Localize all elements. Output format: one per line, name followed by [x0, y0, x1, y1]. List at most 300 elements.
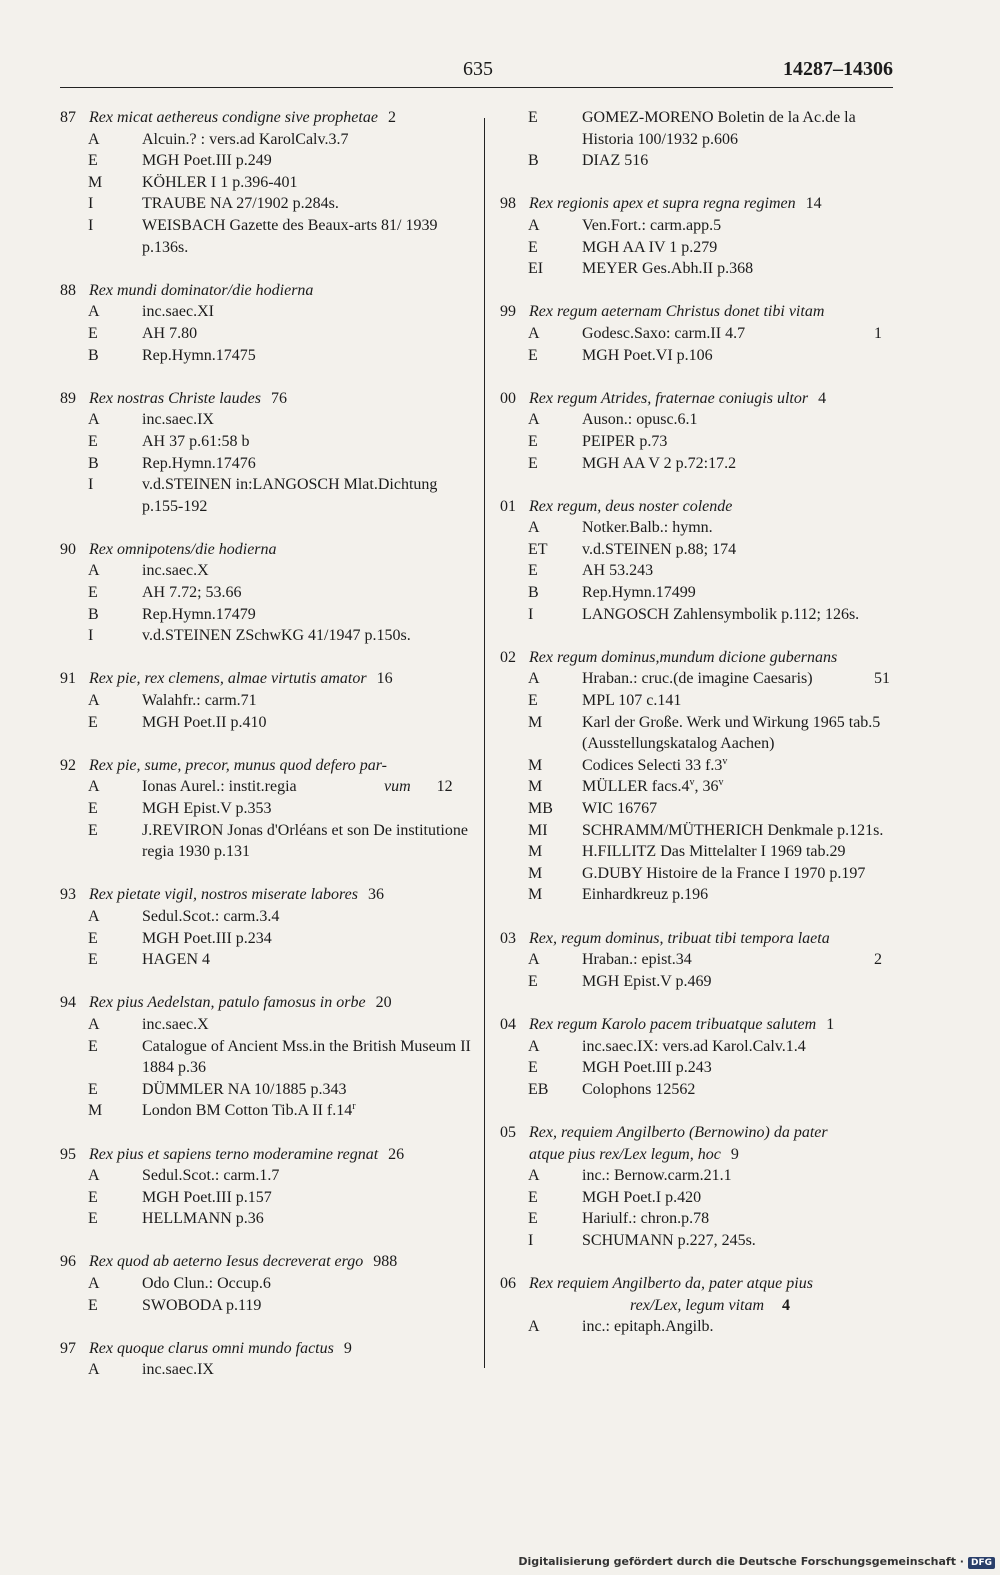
reference-row: [60, 1036, 480, 1079]
entry-verse-count: 76: [271, 389, 287, 407]
reference-text-main: Rep.Hymn.17475: [142, 346, 256, 364]
reference-row: [500, 345, 910, 367]
reference-text-main: J.REVIRON Jonas d'Orléans et son De institutione regia 1930 p.131: [142, 821, 468, 861]
reference-text-main: DIAZ 516: [582, 152, 649, 170]
reference-text-main: v.d.STEINEN in:LANGOSCH Mlat.Dichtung p.155-192: [142, 476, 438, 515]
reference-code: B: [528, 152, 539, 170]
reference-text: [142, 1014, 480, 1036]
reference-text: [142, 301, 480, 323]
reference-row: [60, 193, 480, 215]
entry-incipit: Rex regum Karolo pacem tribuatque salutem: [529, 1015, 817, 1033]
reference-text-main: WEISBACH Gazette des Beaux-arts 81/ 1939 p.136s.: [142, 216, 438, 256]
reference-text: [582, 884, 910, 906]
reference-row: [60, 453, 480, 475]
reference-code: E: [528, 1059, 538, 1077]
entry-number: 03: [500, 929, 516, 947]
reference-row: [500, 517, 910, 539]
catalog-entry: [60, 755, 480, 863]
reference-row: [60, 582, 480, 604]
reference-code: M: [528, 778, 543, 796]
reference-text: [582, 323, 910, 345]
reference-text-main: Odo Clun.: Occup.6: [142, 1275, 271, 1293]
reference-row: [60, 1100, 480, 1122]
reference-text: [142, 1187, 480, 1209]
reference-text-main: AH 7.72; 53.66: [142, 584, 242, 602]
entry-incipit: Rex quod ab aeterno Iesus decreverat ergo: [89, 1253, 364, 1271]
reference-code: B: [88, 346, 99, 364]
dfg-logo: DFG: [968, 1557, 995, 1569]
reference-row: [500, 863, 910, 885]
reference-row: [500, 409, 910, 431]
reference-text-main: inc.saec.X: [142, 1015, 209, 1033]
reference-row: [500, 1187, 910, 1209]
reference-text-main: AH 37 p.61:58 b: [142, 432, 250, 450]
entry-number: 04: [500, 1015, 516, 1033]
catalog-entry: [60, 388, 480, 518]
reference-code: A: [88, 1275, 100, 1293]
entry-heading-continued: [500, 1295, 910, 1317]
reference-code: E: [88, 1296, 98, 1314]
entry-heading: [60, 668, 480, 690]
reference-text: [142, 712, 480, 734]
reference-text-main: Sedul.Scot.: carm.3.4: [142, 907, 280, 925]
reference-code: A: [88, 303, 100, 321]
reference-text: [142, 323, 480, 345]
entry-verse-count: 1: [826, 1015, 835, 1033]
entry-heading: [60, 539, 480, 561]
reference-text-main: MGH Poet.I p.420: [582, 1188, 702, 1206]
entry-number: 88: [60, 281, 76, 299]
reference-code: ET: [528, 540, 548, 558]
reference-code: A: [88, 411, 100, 429]
entry-heading: [500, 388, 910, 410]
reference-text-main: HAGEN 4: [142, 951, 210, 969]
reference-code: M: [528, 756, 543, 774]
heading-continuation: [874, 668, 890, 690]
reference-text: [582, 150, 910, 172]
reference-text: [142, 431, 480, 453]
reference-row: [500, 668, 910, 690]
reference-code: E: [88, 1080, 98, 1098]
entry-number: 02: [500, 648, 516, 666]
reference-row: [60, 560, 480, 582]
reference-text-main: Colophons 12562: [582, 1080, 696, 1098]
entry-incipit: Rex regum, deus noster colende: [529, 497, 733, 515]
reference-code: A: [528, 411, 540, 429]
reference-text: [142, 906, 480, 928]
reference-text: [582, 1230, 910, 1252]
entry-number: 93: [60, 886, 76, 904]
entry-heading: [500, 647, 910, 669]
reference-code: E: [88, 951, 98, 969]
reference-code: E: [528, 1188, 538, 1206]
entry-heading: [60, 280, 480, 302]
entry-number: 97: [60, 1339, 76, 1357]
reference-text: [582, 1316, 910, 1338]
reference-code: E: [528, 346, 538, 364]
reference-row: [60, 776, 480, 798]
reference-code: EI: [528, 260, 544, 278]
reference-row: [500, 1057, 910, 1079]
reference-text: [142, 193, 480, 215]
reference-text: [582, 215, 910, 237]
folio-superscript: r: [352, 1101, 356, 1113]
reference-text-main: WIC 16767: [582, 800, 658, 817]
catalog-entry: [500, 1014, 910, 1100]
reference-row: [500, 949, 910, 971]
reference-text-main: Rep.Hymn.17499: [582, 584, 696, 602]
entry-heading: [60, 992, 480, 1014]
entry-number: 99: [500, 303, 516, 321]
entry-number: 90: [60, 540, 76, 558]
entry-verse-count: 26: [388, 1145, 405, 1163]
reference-row: [60, 820, 480, 863]
entry-incipit: Rex, requiem Angilberto (Bernowino) da pater: [529, 1123, 828, 1141]
reference-row: [60, 172, 480, 194]
reference-text: [582, 431, 910, 453]
reference-code: MB: [528, 800, 553, 817]
reference-text: [582, 345, 910, 367]
reference-code: A: [88, 1167, 100, 1185]
entry-heading: [60, 1251, 480, 1273]
reference-text: [142, 1100, 480, 1122]
heading-continuation: [874, 323, 882, 345]
reference-row: [60, 215, 480, 258]
reference-code: A: [528, 1037, 540, 1055]
reference-row: [60, 625, 480, 647]
reference-text-main: MGH AA IV 1 p.279: [582, 238, 718, 256]
reference-text: [142, 345, 480, 367]
reference-text-extra: , 36: [694, 778, 719, 796]
reference-text: [142, 1165, 480, 1187]
reference-code: M: [528, 713, 543, 731]
reference-code: E: [528, 109, 538, 126]
reference-text-main: v.d.STEINEN p.88; 174: [582, 540, 737, 558]
reference-text: [582, 820, 910, 842]
reference-text-main: Hraban.: epist.34: [582, 951, 692, 969]
reference-row: [60, 345, 480, 367]
entry-heading: [500, 193, 910, 215]
reference-code: E: [88, 1037, 98, 1055]
reference-row: [60, 798, 480, 820]
entry-heading: [500, 496, 910, 518]
entry-incipit: Rex regum dominus,mundum dicione gubernans: [529, 648, 838, 666]
reference-text-main: AH 53.243: [582, 562, 654, 580]
reference-row: [500, 1208, 910, 1230]
reference-code: A: [88, 778, 100, 796]
reference-text: [142, 928, 480, 950]
entry-number: 89: [60, 389, 76, 407]
reference-row: [500, 237, 910, 259]
entry-incipit: Rex regum Atrides, fraternae coniugis ultor: [529, 389, 809, 407]
reference-code: E: [88, 1188, 98, 1206]
reference-text: [142, 129, 480, 151]
reference-text-main: London BM Cotton Tib.A II f.14: [142, 1102, 353, 1120]
catalog-entry: [60, 280, 480, 366]
entry-number: 98: [500, 195, 516, 213]
reference-text-main: SCHRAMM/MÜTHERICH Denkmale p.121s.: [582, 821, 884, 839]
entry-range: 14287–14306: [783, 58, 893, 80]
reference-code: E: [88, 713, 98, 731]
reference-text: [142, 1079, 480, 1101]
entry-incipit-continued: vum: [384, 778, 411, 796]
reference-text-main: Codices Selecti 33 f.3: [582, 756, 723, 774]
entry-incipit-continued: rex/Lex, legum vitam: [630, 1296, 765, 1314]
catalog-entry: [60, 1338, 480, 1381]
reference-text-main: MGH Poet.III p.249: [142, 152, 272, 170]
reference-code: E: [88, 929, 98, 947]
entry-incipit: Rex quoque clarus omni mundo factus: [89, 1339, 334, 1357]
reference-code: E: [88, 584, 98, 602]
reference-code: E: [528, 692, 538, 710]
reference-code: A: [88, 1361, 100, 1379]
entry-heading: [60, 388, 480, 410]
reference-row: [500, 582, 910, 604]
catalog-entry: [500, 301, 910, 366]
reference-row: [60, 323, 480, 345]
reference-code: M: [88, 1102, 103, 1120]
reference-text-main: Einhardkreuz p.196: [582, 886, 709, 904]
reference-code: M: [528, 843, 543, 861]
reference-row: [500, 1079, 910, 1101]
reference-row: [60, 949, 480, 971]
reference-text: [582, 1036, 910, 1058]
entry-heading: [500, 1273, 910, 1295]
reference-text-main: Ionas Aurel.: instit.regia: [142, 778, 297, 796]
entry-incipit: Rex regum aeternam Christus donet tibi vitam: [529, 303, 825, 321]
reference-text: [582, 668, 910, 690]
reference-text: [142, 604, 480, 626]
entry-number: 87: [60, 109, 76, 126]
reference-text: [142, 453, 480, 475]
entry-verse-count: 14: [805, 195, 822, 213]
reference-text-main: MGH Poet.III p.157: [142, 1188, 272, 1206]
folio-superscript: v: [718, 777, 724, 789]
reference-text-main: MGH Poet.III p.243: [582, 1059, 712, 1077]
entry-verse-count: 12: [436, 778, 453, 796]
reference-text-main: DÜMMLER NA 10/1885 p.343: [142, 1080, 347, 1098]
entry-incipit: Rex omnipotens/die hodierna: [89, 540, 277, 558]
entry-verse-count: 4: [782, 1296, 791, 1314]
reference-code: E: [88, 1210, 98, 1228]
reference-code: I: [88, 627, 94, 645]
catalog-entry: [500, 193, 910, 279]
catalog-entry: [500, 496, 910, 626]
entry-verse-count: 9: [343, 1339, 352, 1357]
reference-code: E: [528, 238, 538, 256]
entry-incipit: Rex requiem Angilberto da, pater atque pius: [529, 1275, 813, 1293]
reference-text: [142, 172, 480, 194]
reference-code: A: [528, 1318, 540, 1336]
catalog-entry: [500, 388, 910, 474]
reference-text-main: Auson.: opusc.6.1: [582, 411, 698, 429]
reference-code: I: [528, 1231, 534, 1249]
footer-credit: [518, 1555, 995, 1569]
reference-text-main: Godesc.Saxo: carm.II 4.7: [582, 324, 746, 342]
reference-text-main: MEYER Ges.Abh.II p.368: [582, 260, 754, 278]
entry-verse-count: 4: [818, 389, 827, 407]
reference-row: [60, 409, 480, 431]
reference-code: E: [528, 972, 538, 990]
reference-row: [500, 215, 910, 237]
catalog-entry: [500, 647, 910, 906]
reference-text-main: inc.saec.IX: [142, 411, 214, 429]
entry-number: 96: [60, 1253, 76, 1271]
reference-text: [142, 820, 480, 863]
entry-incipit: Rex, regum dominus, tribuat tibi tempora laeta: [529, 929, 830, 947]
entry-number: 01: [500, 497, 516, 515]
reference-text: [582, 776, 910, 798]
reference-text: [582, 841, 910, 863]
entry-incipit: Rex pius Aedelstan, patulo famosus in orbe: [89, 994, 366, 1012]
reference-text-main: Ven.Fort.: carm.app.5: [582, 216, 722, 234]
reference-code: M: [528, 886, 543, 904]
reference-text: [142, 1273, 480, 1295]
reference-code: A: [528, 951, 540, 969]
catalog-entry: [60, 992, 480, 1122]
entry-verse-count: 1: [874, 324, 882, 342]
reference-text: [582, 755, 910, 777]
reference-row: [60, 1014, 480, 1036]
column-divider: [484, 118, 485, 1368]
entry-incipit: Rex pie, sume, precor, munus quod defero par-: [89, 756, 387, 774]
reference-text: [142, 1208, 480, 1230]
folio-superscript: v: [689, 777, 695, 789]
reference-text: [582, 604, 910, 626]
reference-code: I: [528, 605, 534, 623]
reference-row: [500, 820, 910, 842]
reference-text: [582, 690, 910, 712]
reference-code: E: [88, 432, 98, 450]
heading-continuation: [874, 949, 882, 971]
entry-verse-count: 20: [375, 994, 392, 1012]
reference-code: M: [528, 864, 543, 882]
reference-code: A: [528, 1167, 540, 1185]
reference-text-main: LANGOSCH Zahlensymbolik p.112; 126s.: [582, 605, 860, 623]
entry-number: 00: [500, 389, 516, 407]
reference-text: [582, 863, 910, 885]
left-column: [60, 107, 480, 1403]
catalog-entry: [60, 884, 480, 970]
reference-text-main: MGH Poet.II p.410: [142, 713, 267, 731]
reference-code: A: [528, 216, 540, 234]
reference-text: [582, 1079, 910, 1101]
entry-number: 06: [500, 1275, 516, 1293]
reference-row: [60, 712, 480, 734]
reference-text: [142, 949, 480, 971]
entry-heading: [500, 1122, 910, 1144]
reference-row: [60, 906, 480, 928]
entry-heading: [60, 1338, 480, 1360]
reference-text: [582, 1187, 910, 1209]
heading-continuation: [384, 776, 453, 798]
entry-incipit: Rex micat aethereus condigne sive prophetae: [89, 109, 378, 126]
reference-text-main: Walahfr.: carm.71: [142, 692, 257, 710]
reference-text-main: Rep.Hymn.17476: [142, 454, 256, 472]
catalog-entry: [500, 107, 910, 172]
entry-number: 92: [60, 756, 76, 774]
reference-text-main: Notker.Balb.: hymn.: [582, 519, 713, 537]
reference-row: [500, 431, 910, 453]
reference-text-main: MGH Poet.VI p.106: [582, 346, 713, 364]
catalog-entry: [500, 928, 910, 993]
reference-row: [500, 604, 910, 626]
reference-text-main: MÜLLER facs.4: [582, 778, 690, 796]
reference-text: [582, 1057, 910, 1079]
reference-row: [60, 1273, 480, 1295]
reference-text-main: H.FILLITZ Das Mittelalter I 1969 tab.29: [582, 843, 846, 861]
reference-row: [500, 712, 910, 755]
reference-row: [500, 1036, 910, 1058]
reference-row: [60, 150, 480, 172]
catalog-entry: [60, 539, 480, 647]
reference-code: E: [528, 1210, 538, 1228]
reference-row: [60, 928, 480, 950]
entry-incipit: Rex mundi dominator/die hodierna: [89, 281, 314, 299]
entry-heading: [60, 884, 480, 906]
entry-number: 94: [60, 994, 76, 1012]
entry-verse-count: 51: [874, 670, 890, 688]
entry-heading: [60, 755, 480, 777]
reference-text: [142, 798, 480, 820]
reference-text-main: SWOBODA p.119: [142, 1296, 262, 1314]
reference-code: A: [88, 1015, 100, 1033]
reference-code: A: [88, 692, 100, 710]
entry-heading: [60, 1144, 480, 1166]
reference-text: [582, 258, 910, 280]
reference-text-main: inc.saec.IX: vers.ad Karol.Calv.1.4: [582, 1037, 806, 1055]
reference-row: [500, 798, 910, 820]
reference-code: B: [528, 584, 539, 602]
reference-text: [142, 582, 480, 604]
reference-text: [142, 474, 480, 517]
reference-row: [60, 474, 480, 517]
reference-text: [582, 582, 910, 604]
reference-code: A: [88, 907, 100, 925]
entry-heading: [500, 928, 910, 950]
reference-text: [142, 215, 480, 258]
footer-text: Digitalisierung gefördert durch die Deutsche Forschungsgemeinschaft ·: [518, 1555, 964, 1568]
reference-text: [582, 237, 910, 259]
reference-code: E: [528, 454, 538, 472]
reference-text-main: inc.saec.XI: [142, 303, 214, 321]
catalog-entry: [60, 107, 480, 258]
reference-row: [60, 1295, 480, 1317]
reference-text: [142, 150, 480, 172]
reference-code: A: [88, 130, 100, 148]
reference-code: E: [88, 800, 98, 817]
reference-row: [60, 1079, 480, 1101]
reference-text: [582, 539, 910, 561]
reference-row: [60, 431, 480, 453]
reference-code: I: [88, 195, 94, 213]
reference-row: [60, 301, 480, 323]
reference-text: [582, 971, 910, 993]
reference-text: [582, 560, 910, 582]
entry-incipit: Rex regionis apex et supra regna regimen: [529, 195, 796, 213]
right-column: [500, 107, 910, 1359]
reference-row: [500, 690, 910, 712]
reference-code: E: [88, 324, 98, 342]
entry-verse-count: 2: [874, 951, 882, 969]
entry-verse-count: 36: [368, 886, 384, 904]
reference-text: [142, 1359, 480, 1381]
reference-row: [500, 258, 910, 280]
reference-code: A: [528, 324, 540, 342]
reference-row: [60, 1165, 480, 1187]
reference-code: E: [88, 152, 98, 170]
reference-row: [60, 129, 480, 151]
